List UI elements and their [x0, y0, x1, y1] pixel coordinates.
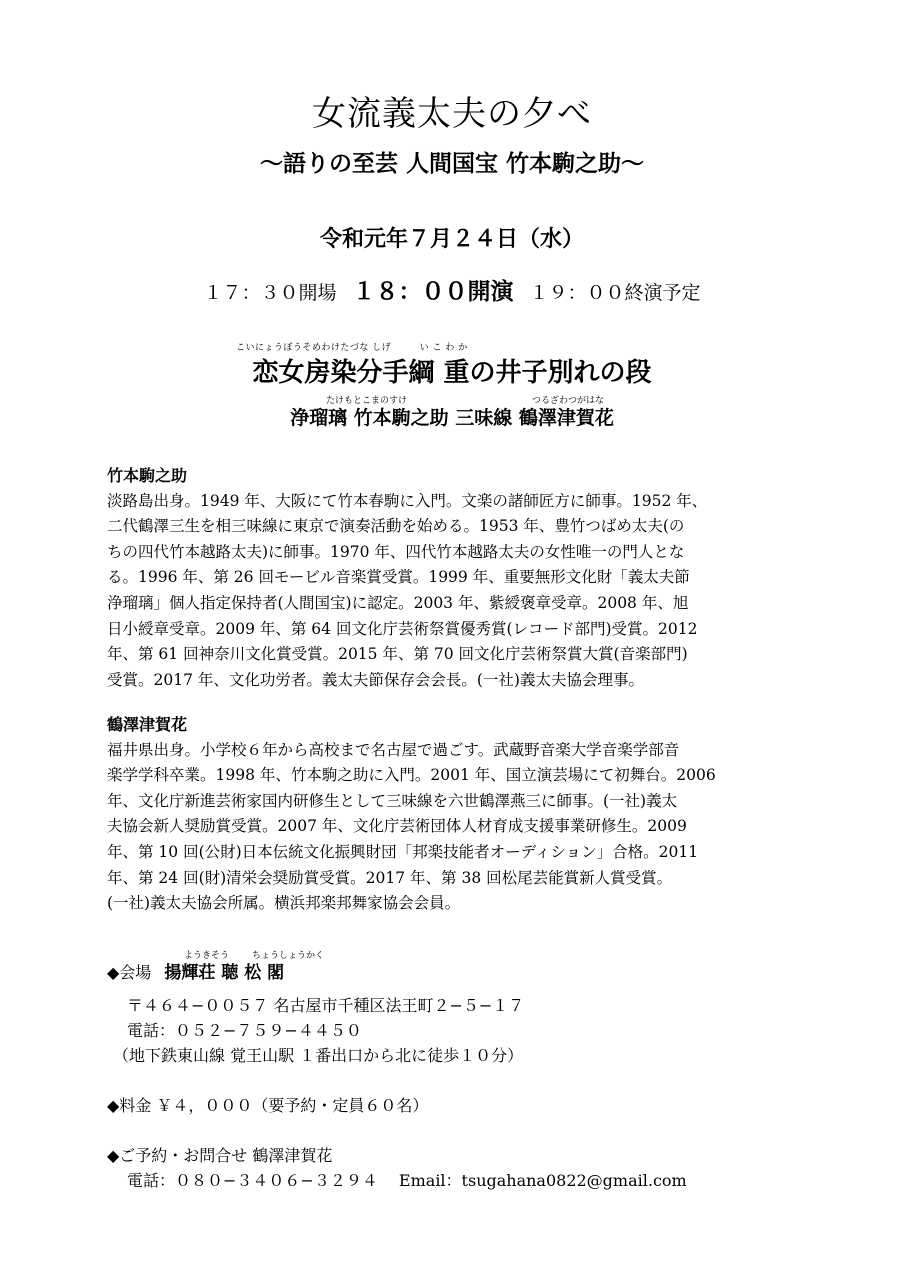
bio-line: 年、文化庁新進芸術家国内研修生として三味線を六世鶴澤燕三に師事。(一社)義太	[107, 791, 678, 810]
contact-info	[127, 1168, 687, 1191]
venue-heading	[107, 958, 284, 983]
page-subtitle: 〜語りの至芸 人間国宝 竹本駒之助〜	[259, 151, 644, 177]
bio-heading: 鶴澤津賀花	[107, 715, 188, 734]
venue-name: 揚輝荘 聴 松 閣	[164, 963, 285, 983]
end-time: １９：００終演予定	[529, 282, 701, 304]
biography-komanosuke	[107, 463, 797, 693]
bio-line: 淡路島出身。1949 年、大阪にて竹本春駒に入門。文楽の諸師匠方に師事。1952 年、	[107, 491, 708, 510]
bio-line: 年、第 24 回(財)清栄会奨励賞受賞。2017 年、第 38 回松尾芸能賞新人賞受賞。	[107, 868, 673, 887]
bio-line: る。1996 年、第 26 回モービル音楽賞受賞。1999 年、重要無形文化財「義太夫節	[107, 568, 690, 587]
bio-heading: 竹本駒之助	[107, 466, 188, 485]
venue-phone: 電話：０５２−７５９−４４５０	[127, 1021, 362, 1040]
bio-line: 夫協会新人奨励賞受賞。2007 年、文化庁芸術団体人材育成支援事業研修生。2009	[107, 817, 687, 836]
performer-ruby-left: たけもとこまのすけ	[326, 396, 408, 406]
bio-text	[107, 489, 797, 694]
biography-tsugahana	[107, 712, 797, 917]
contact-phone: 電話：０８０−３４０６−３２９４	[127, 1171, 378, 1190]
doors-open-time: １７：３０開場	[203, 282, 337, 304]
bio-line: 福井県出身。小学校６年から高校まで名古屋で過ごす。武蔵野音楽大学音楽学部音	[107, 740, 680, 759]
bio-line: 年、第 61 回神奈川文化賞受賞。2015 年、第 70 回文化庁芸術祭賞大賞(音楽部門)	[107, 645, 688, 664]
bio-line: ちの四代竹本越路太夫)に師事。1970 年、四代竹本越路太夫の女性唯一の門人とな	[107, 542, 685, 561]
performer-ruby-right: つるざわつがはな	[532, 396, 605, 406]
venue-ruby-left: ようきそう	[184, 951, 230, 961]
bio-line: 二代鶴澤三生を相三味線に東京で演奏活動を始める。1953 年、豊竹つばめ太夫(の	[107, 517, 685, 536]
contact-email[interactable]: Email：tsugahana0822@gmail.com	[398, 1171, 687, 1190]
bio-line: 楽学学科卒業。1998 年、竹本駒之助に入門。2001 年、国立演芸場にて初舞台。2006	[107, 766, 716, 785]
venue-access: （地下鉄東山線 覚王山駅 １番出口から北に徒歩１０分）	[113, 1046, 524, 1065]
bio-line: 日小綬章受章。2009 年、第 64 回文化庁芸術祭賞優秀賞(レコード部門)受賞。2012	[107, 619, 698, 638]
bio-line: 受賞。2017 年、文化功労者。義太夫節保存会会長。(一社)義太夫協会理事。	[107, 670, 644, 689]
bio-line: (一社)義太夫協会所属。横浜邦楽邦舞家協会会員。	[107, 894, 461, 913]
event-date: 令和元年７月２４日（水）	[319, 227, 584, 252]
venue-address: 〒４６４−００５７ 名古屋市千種区法王町２−５−１７	[127, 996, 525, 1015]
ticket-fee: ◆料金 ￥４，０００（要予約・定員６０名）	[107, 1096, 429, 1115]
page-title: 女流義太夫の夕べ	[312, 94, 592, 134]
play-title: 恋女房染分手綱 重の井子別れの段	[252, 358, 652, 388]
venue-label: ◆会場	[107, 963, 152, 982]
play-title-ruby: こいにょうぼうそめわけたづな しげ い こ わ か	[236, 343, 468, 353]
venue-ruby-right: ちょうしょうかく	[252, 951, 325, 961]
performers-line: 浄瑠璃 竹本駒之助 三味線 鶴澤津賀花	[290, 407, 614, 429]
bio-line: 浄瑠璃」個人指定保持者(人間国宝)に認定。2003 年、紫綬褒章受章。2008 年、旭	[107, 593, 689, 612]
contact-heading: ◆ご予約・お問合せ 鶴澤津賀花	[107, 1146, 333, 1165]
bio-text	[107, 738, 797, 917]
bio-line: 年、第 10 回(公財)日本伝統文化振興財団「邦楽技能者オーディション」合格。2011	[107, 842, 699, 861]
event-times	[0, 273, 904, 306]
start-time: １８：００開演	[352, 279, 514, 305]
